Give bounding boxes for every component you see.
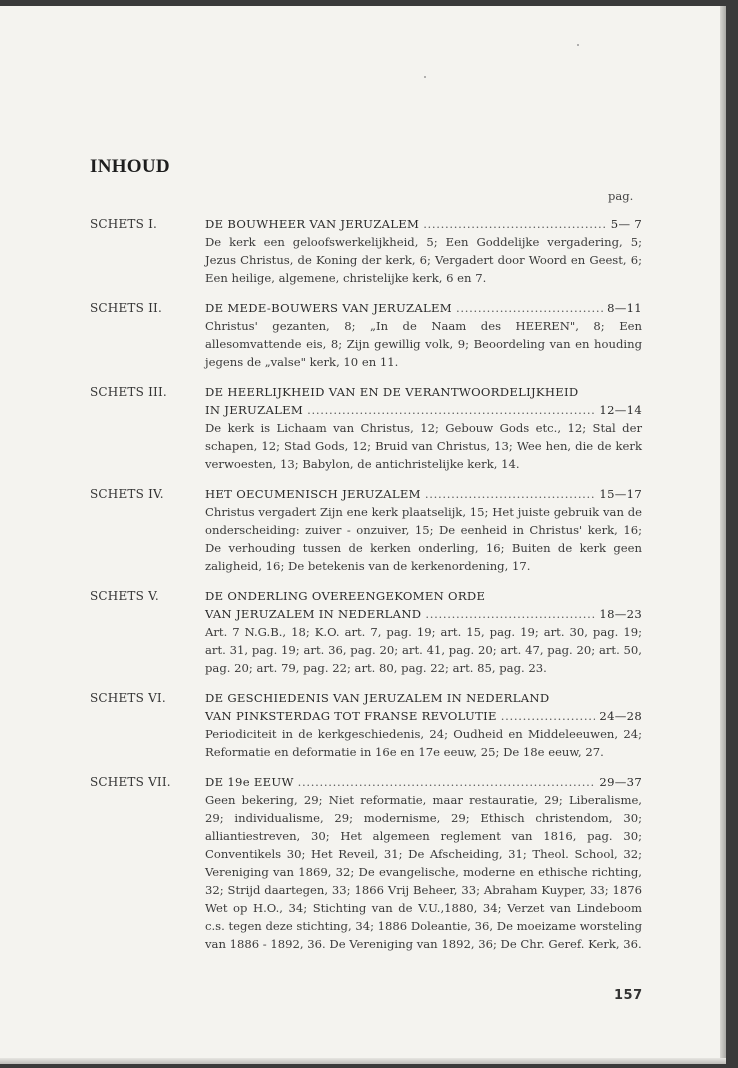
dot-leader: [501, 707, 596, 725]
chapter-title: DE 19e EEUW: [205, 775, 294, 789]
entry-content: [205, 689, 642, 761]
dot-leader: [425, 605, 595, 623]
page-range: 15—17: [599, 487, 642, 501]
chapter-title: HET OECUMENISCH JERUZALEM: [205, 487, 421, 501]
chapter-heading: [205, 773, 642, 791]
page-range: 5— 7: [610, 217, 642, 231]
chapter-summary: Christus vergadert Zijn ene kerk plaatselijk, 15; Het juiste gebruik van de onderscheiding: zuiver - onzuiver, 15; De eenheid in Christus' kerk, 16; De verhouding tussen de kerken onderling, 16; Buiten de kerk geen zaligheid, 16; De betekenis van de kerkenordening, 17.: [205, 505, 642, 573]
chapter-summary: Art. 7 N.G.B., 18; K.O. art. 7, pag. 19; art. 15, pag. 19; art. 30, pag. 19; art. 31, pag. 19; art. 36, pag. 20; art. 41, pag. 20; art. 47, pag. 20; art. 50, pag. 20; art. 79, pag. 22; art. 80, pag. 22; art. 85, pag. 23.: [205, 625, 642, 675]
paper-speck: [577, 44, 579, 46]
page-bottom-shadow: [0, 1058, 726, 1064]
chapter-summary: De kerk een geloofswerkelijkheid, 5; Een Goddelijke vergadering, 5; Jezus Christus, de Koning der kerk, 6; Vergadert door Woord en Geest, 6; Een heilige, algemene, christelijke kerk, 6 en 7.: [205, 235, 642, 285]
chapter-heading: [205, 707, 642, 725]
toc-entry: [90, 587, 642, 677]
chapter-title: DE GESCHIEDENIS VAN JERUZALEM IN NEDERLAND: [205, 691, 550, 705]
entry-content: [205, 773, 642, 953]
chapter-title: VAN PINKSTERDAG TOT FRANSE REVOLUTIE: [205, 709, 497, 723]
toc-entry: [90, 383, 642, 473]
toc-entry: [90, 485, 642, 575]
page-edge-shadow: [720, 6, 726, 1064]
chapter-heading: [205, 401, 642, 419]
dot-leader: [456, 299, 603, 317]
chapter-summary: De kerk is Lichaam van Christus, 12; Gebouw Gods etc., 12; Stal der schapen, 12; Stad Gods, 12; Bruid van Christus, 13; Wee hen, die de kerk verwoesten, 13; Babylon, de antichristelijke kerk, 14.: [205, 421, 642, 471]
book-page: [0, 6, 726, 1064]
page-range: 29—37: [599, 775, 642, 789]
schets-label: SCHETS II.: [90, 301, 162, 315]
page-range: 12—14: [599, 403, 642, 417]
schets-label: SCHETS VII.: [90, 775, 171, 789]
toc-entry: [90, 299, 642, 371]
dot-leader: [425, 485, 596, 503]
schets-label: SCHETS IV.: [90, 487, 164, 501]
dot-leader: [298, 773, 596, 791]
chapter-title: DE MEDE-BOUWERS VAN JERUZALEM: [205, 301, 452, 315]
chapter-summary: Christus' gezanten, 8; „In de Naam des HEEREN", 8; Een allesomvattende eis, 8; Zijn gewillig volk, 9; Beoordeling van en houding jegens de „valse" kerk, 10 en 11.: [205, 319, 642, 369]
schets-label: SCHETS III.: [90, 385, 167, 399]
table-of-contents: [90, 215, 642, 965]
dot-leader: [307, 401, 595, 419]
dot-leader: [423, 215, 607, 233]
entry-content: [205, 587, 642, 677]
schets-label: SCHETS VI.: [90, 691, 166, 705]
chapter-title: DE ONDERLING OVEREENGEKOMEN ORDE: [205, 589, 486, 603]
entry-content: [205, 215, 642, 287]
paper-speck: [424, 76, 426, 78]
chapter-heading: [205, 299, 642, 317]
page-range: 18—23: [599, 607, 642, 621]
chapter-summary: Geen bekering, 29; Niet reformatie, maar restauratie, 29; Liberalisme, 29; individualisme, 29; modernisme, 29; Ethisch christendom, 30; alliantiestreven, 30; Het algemeen reglement van 1816, pag. 30; Conventikels 30; Het Reveil, 31; De Afscheiding, 31; Theol. School, 32; Vereniging van 1869, 32; De evangelische, moderne en ethische richting, 32; Strijd daartegen, 33; 1866 Vrij Beheer, 33; Abraham Kuyper, 33; 1876 Wet op H.O., 34; Stichting van de V.U.,1880, 34; Verzet van Lindeboom c.s. tegen deze stichting, 34; 1886 Doleantie, 36, De moeizame worsteling van 1886 - 1892, 36. De Vereniging van 1892, 36; De Chr. Geref. Kerk, 36.: [205, 793, 642, 951]
entry-content: [205, 299, 642, 371]
page-number: 157: [614, 988, 643, 1003]
schets-label: SCHETS V.: [90, 589, 159, 603]
chapter-heading: [205, 485, 642, 503]
toc-entry: [90, 689, 642, 761]
entry-content: [205, 485, 642, 575]
entry-content: [205, 383, 642, 473]
pag-column-label: pag.: [608, 189, 634, 203]
page-range: 8—11: [607, 301, 642, 315]
chapter-title: VAN JERUZALEM IN NEDERLAND: [205, 607, 422, 621]
toc-entry: [90, 215, 642, 287]
chapter-title: IN JERUZALEM: [205, 403, 304, 417]
schets-label: SCHETS I.: [90, 217, 158, 231]
chapter-title: DE HEERLIJKHEID VAN EN DE VERANTWOORDELIJKHEID: [205, 385, 579, 399]
chapter-heading: [205, 215, 642, 233]
page-range: 24—28: [599, 709, 642, 723]
page-title: INHOUD: [90, 156, 170, 177]
toc-entry: [90, 773, 642, 953]
chapter-title: DE BOUWHEER VAN JERUZALEM: [205, 217, 420, 231]
chapter-summary: Periodiciteit in de kerkgeschiedenis, 24; Oudheid en Middeleeuwen, 24; Reformatie en deformatie in 16e en 17e eeuw, 25; De 18e eeuw, 27.: [205, 727, 642, 759]
chapter-heading: [205, 605, 642, 623]
